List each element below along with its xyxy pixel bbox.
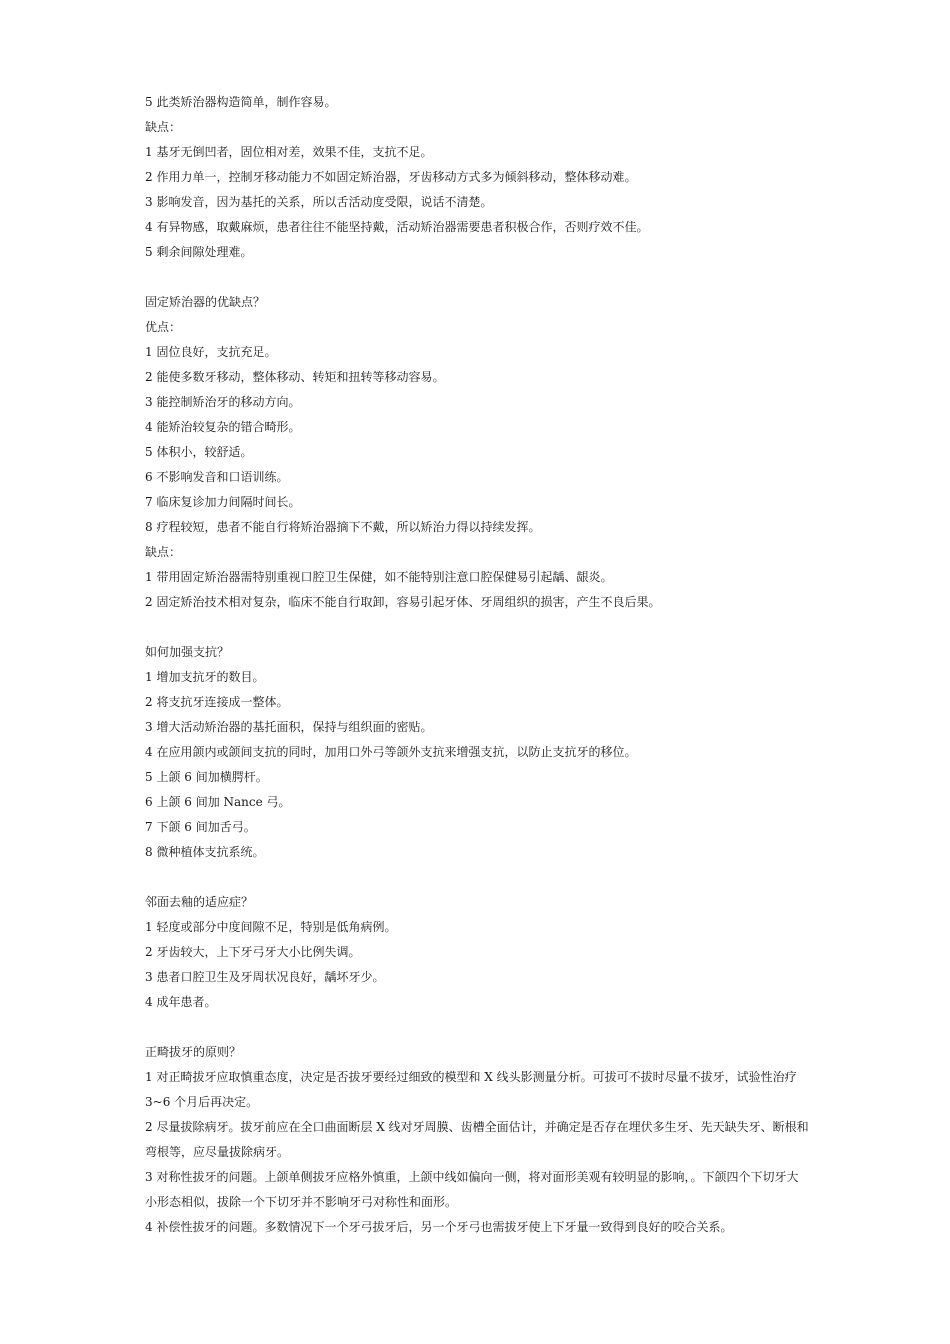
cons-item: 1 基牙无倒凹者，固位相对差，效果不佳，支抗不足。 xyxy=(145,145,433,159)
pros-item: 6 不影响发音和口语训练。 xyxy=(145,470,289,484)
ipr-section xyxy=(145,890,810,1015)
question-heading: 邻面去釉的适应症？ xyxy=(145,895,254,909)
cons-item: 2 作用力单一，控制牙移动能力不如固定矫治器，牙齿移动方式多为倾斜移动，整体移动难。 xyxy=(145,170,637,184)
pros-item: 4 能矫治较复杂的错合畸形。 xyxy=(145,420,301,434)
list-item: 5 上颌 6 间加横腭杆。 xyxy=(145,770,268,784)
list-item: 1 增加支抗牙的数目。 xyxy=(145,670,265,684)
extraction-section xyxy=(145,1040,810,1240)
list-item: 4 在应用颌内或颌间支抗的同时，加用口外弓等颌外支抗来增强支抗，以防止支抗牙的移位。 xyxy=(145,745,637,759)
anchorage-section xyxy=(145,640,810,865)
pros-heading: 优点： xyxy=(145,320,182,334)
list-item: 2 将支抗牙连接成一整体。 xyxy=(145,695,289,709)
list-item: 4 补偿性拔牙的问题。多数情况下一个牙弓拔牙后，另一个牙弓也需拔牙使上下牙量一致得到良好的咬合关系。 xyxy=(145,1220,733,1234)
list-item: 1 对正畸拔牙应取慎重态度，决定是否拔牙要经过细致的模型和 X 线头影测量分析。可拔可不拔时尽量不拔牙，试验性治疗 3~6 个月后再决定。 xyxy=(145,1070,797,1109)
section-spacer xyxy=(145,615,810,640)
pros-item: 2 能使多数牙移动，整体移动、转矩和扭转等移动容易。 xyxy=(145,370,445,384)
cons-item: 3 影响发音，因为基托的关系，所以舌活动度受限，说话不清楚。 xyxy=(145,195,493,209)
list-item: 3 患者口腔卫生及牙周状况良好，龋坏牙少。 xyxy=(145,970,385,984)
list-item: 4 成年患者。 xyxy=(145,995,217,1009)
list-item: 1 轻度或部分中度间隙不足，特别是低角病例。 xyxy=(145,920,397,934)
pros-item: 5 体积小，较舒适。 xyxy=(145,445,253,459)
removable-appliance-section xyxy=(145,90,810,265)
pros-item: 7 临床复诊加力间隔时间长。 xyxy=(145,495,301,509)
pros-item: 8 疗程较短，患者不能自行将矫治器摘下不戴，所以矫治力得以持续发挥。 xyxy=(145,520,541,534)
list-item: 7 下颌 6 间加舌弓。 xyxy=(145,820,256,834)
cons-heading: 缺点： xyxy=(145,545,182,559)
cons-item: 5 剩余间隙处理难。 xyxy=(145,245,253,259)
advantage-item-5: 5 此类矫治器构造简单，制作容易。 xyxy=(145,95,337,109)
pros-item: 1 固位良好，支抗充足。 xyxy=(145,345,277,359)
cons-item: 2 固定矫治技术相对复杂，临床不能自行取卸，容易引起牙体、牙周组织的损害，产生不良后果。 xyxy=(145,595,661,609)
cons-heading: 缺点： xyxy=(145,120,182,134)
list-item: 2 牙齿较大，上下牙弓牙大小比例失调。 xyxy=(145,945,361,959)
question-heading: 正畸拔牙的原则？ xyxy=(145,1045,242,1059)
list-item: 3 对称性拔牙的问题。上颌单侧拔牙应格外慎重，上颌中线如偏向一侧，将对面形美观有较明显的影响，。下颌四个下切牙大小形态相似，拔除一个下切牙并不影响牙弓对称性和面形。 xyxy=(145,1170,799,1209)
fixed-appliance-section xyxy=(145,290,810,615)
section-spacer xyxy=(145,265,810,290)
section-spacer xyxy=(145,1015,810,1040)
cons-item: 1 带用固定矫治器需特别重视口腔卫生保健，如不能特别注意口腔保健易引起龋、龈炎。 xyxy=(145,570,613,584)
question-heading: 如何加强支抗？ xyxy=(145,645,230,659)
pros-item: 3 能控制矫治牙的移动方向。 xyxy=(145,395,301,409)
section-spacer xyxy=(145,865,810,890)
cons-item: 4 有异物感，取戴麻烦，患者往往不能坚持戴，活动矫治器需要患者积极合作，否则疗效不佳。 xyxy=(145,220,649,234)
question-heading: 固定矫治器的优缺点？ xyxy=(145,295,266,309)
document-page xyxy=(145,90,810,1240)
list-item: 3 增大活动矫治器的基托面积，保持与组织面的密贴。 xyxy=(145,720,433,734)
list-item: 6 上颌 6 间加 Nance 弓。 xyxy=(145,795,291,809)
list-item: 8 微种植体支抗系统。 xyxy=(145,845,265,859)
list-item: 2 尽量拔除病牙。拔牙前应在全口曲面断层 X 线对牙周膜、齿槽全面估计，并确定是否存在埋伏多生牙、先天缺失牙、断根和弯根等，应尽量拔除病牙。 xyxy=(145,1120,809,1159)
